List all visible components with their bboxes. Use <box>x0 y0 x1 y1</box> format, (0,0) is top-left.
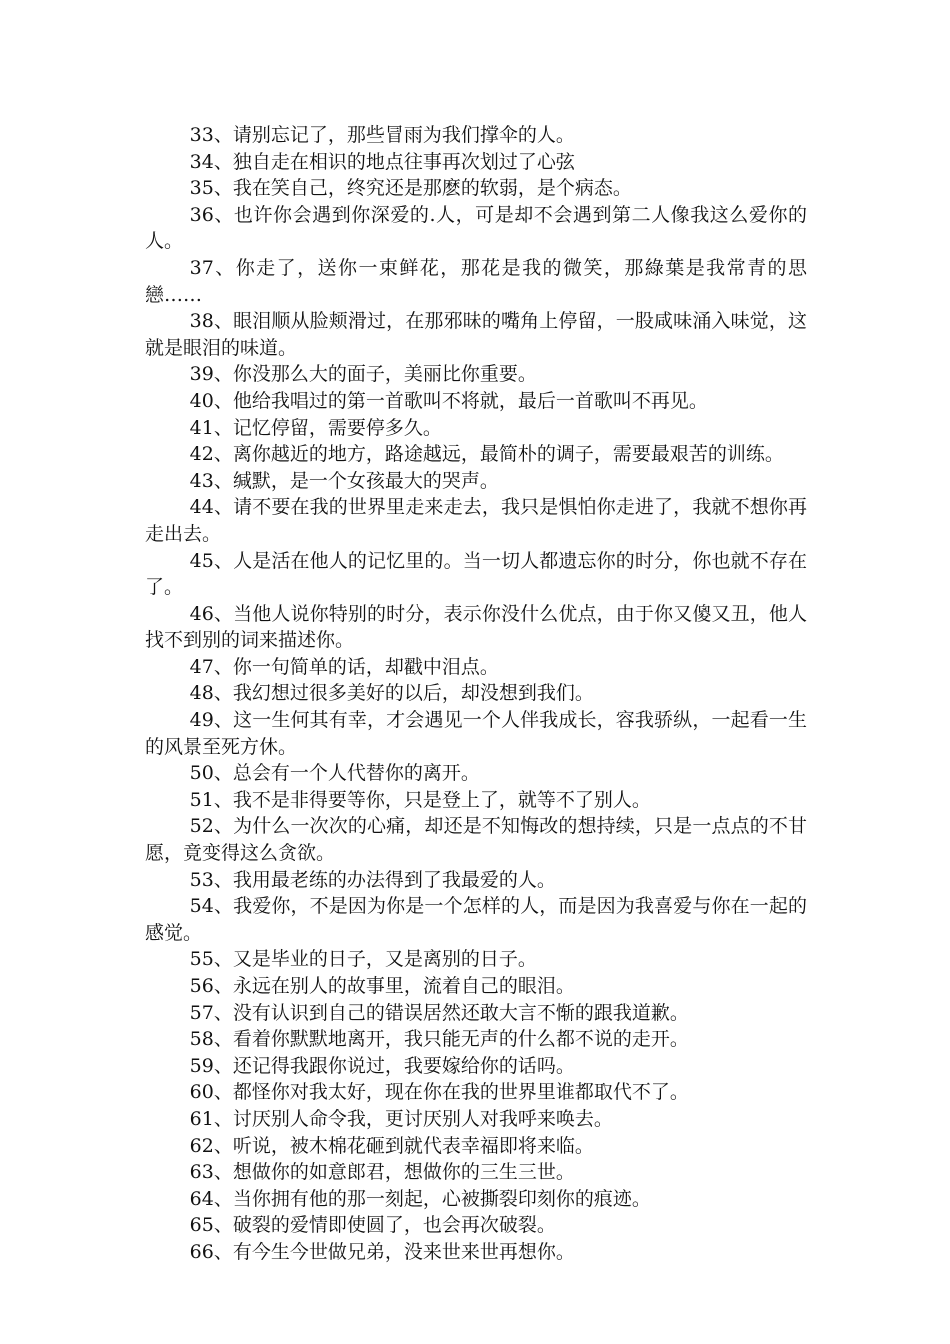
paragraph: 37、你走了，送你一束鲜花，那花是我的微笑，那綠葉是我常青的思戀…… <box>145 256 807 306</box>
paragraph: 36、也许你会遇到你深爱的.人，可是却不会遇到第二人像我这么爱你的人。 <box>145 203 807 253</box>
paragraph: 54、我爱你，不是因为你是一个怎样的人，而是因为我喜爱与你在一起的感觉。 <box>145 895 807 944</box>
paragraph: 39、你没那么大的面子，美丽比你重要。 <box>189 363 537 386</box>
paragraph: 48、我幻想过很多美好的以后，却没想到我们。 <box>189 682 594 705</box>
paragraph: 47、你一句简单的话，却戳中泪点。 <box>189 655 499 678</box>
paragraph: 63、想做你的如意郎君，想做你的三生三世。 <box>189 1161 575 1184</box>
paragraph: 49、这一生何其有幸，才会遇见一个人伴我成长，容我骄纵，一起看一生的风景至死方休。 <box>145 709 807 758</box>
paragraph: 66、有今生今世做兄弟，没来世来世再想你。 <box>189 1240 575 1263</box>
paragraph: 56、永远在别人的故事里，流着自己的眼泪。 <box>189 975 575 997</box>
paragraph: 33、请别忘记了，那些冒雨为我们撑伞的人。 <box>189 124 575 146</box>
paragraph: 61、讨厌别人命令我，更讨厌别人对我呼来唤去。 <box>189 1107 613 1130</box>
paragraph: 64、当你拥有他的那一刻起，心被撕裂印刻你的痕迹。 <box>189 1187 651 1210</box>
document-body <box>145 122 807 1266</box>
paragraph: 40、他给我唱过的第一首歌叫不将就，最后一首歌叫不再见。 <box>189 389 708 412</box>
paragraph: 60、都怪你对我太好，现在你在我的世界里谁都取代不了。 <box>189 1081 689 1104</box>
paragraph: 44、请不要在我的世界里走来走去，我只是惧怕你走进了，我就不想你再走出去。 <box>145 496 807 545</box>
paragraph: 38、眼泪顺从脸颊滑过，在那邪昧的嘴角上停留，一股咸味涌入味觉，这就是眼泪的味道。 <box>145 310 807 359</box>
paragraph: 52、为什么一次次的心痛，却还是不知悔改的想持续，只是一点点的不甘愿，竟变得这么贪欲。 <box>145 815 807 865</box>
paragraph: 55、又是毕业的日子，又是离别的日子。 <box>189 948 537 971</box>
paragraph: 59、还记得我跟你说过，我要嫁给你的话吗。 <box>189 1054 575 1077</box>
paragraph: 41、记忆停留，需要停多久。 <box>189 416 442 439</box>
paragraph: 51、我不是非得要等你，只是登上了，就等不了别人。 <box>189 788 651 811</box>
paragraph: 42、离你越近的地方，路途越远，最简朴的调子，需要最艰苦的训练。 <box>189 443 784 466</box>
paragraph: 34、独自走在相识的地点往事再次划过了心弦 <box>189 150 575 173</box>
paragraph: 58、看着你默默地离开，我只能无声的什么都不说的走开。 <box>189 1028 689 1051</box>
paragraph: 45、人是活在他人的记忆里的。当一切人都遗忘你的时分，你也就不存在了。 <box>145 549 807 599</box>
paragraph: 46、当他人说你特别的时分，表示你没什么优点，由于你又傻又丑，他人找不到别的词来描述你。 <box>145 602 807 652</box>
paragraph: 53、我用最老练的办法得到了我最爱的人。 <box>189 868 556 891</box>
paragraph: 43、缄默，是一个女孩最大的哭声。 <box>189 469 499 492</box>
paragraph: 62、听说，被木棉花砸到就代表幸福即将来临。 <box>189 1134 594 1157</box>
paragraph: 35、我在笑自己，终究还是那麽的软弱，是个病态。 <box>189 177 632 200</box>
paragraph: 65、破裂的爱情即使圆了，也会再次破裂。 <box>189 1214 556 1237</box>
paragraph: 57、没有认识到自己的错误居然还敢大言不惭的跟我道歉。 <box>189 1001 689 1024</box>
paragraph: 50、总会有一个人代替你的离开。 <box>189 762 480 785</box>
